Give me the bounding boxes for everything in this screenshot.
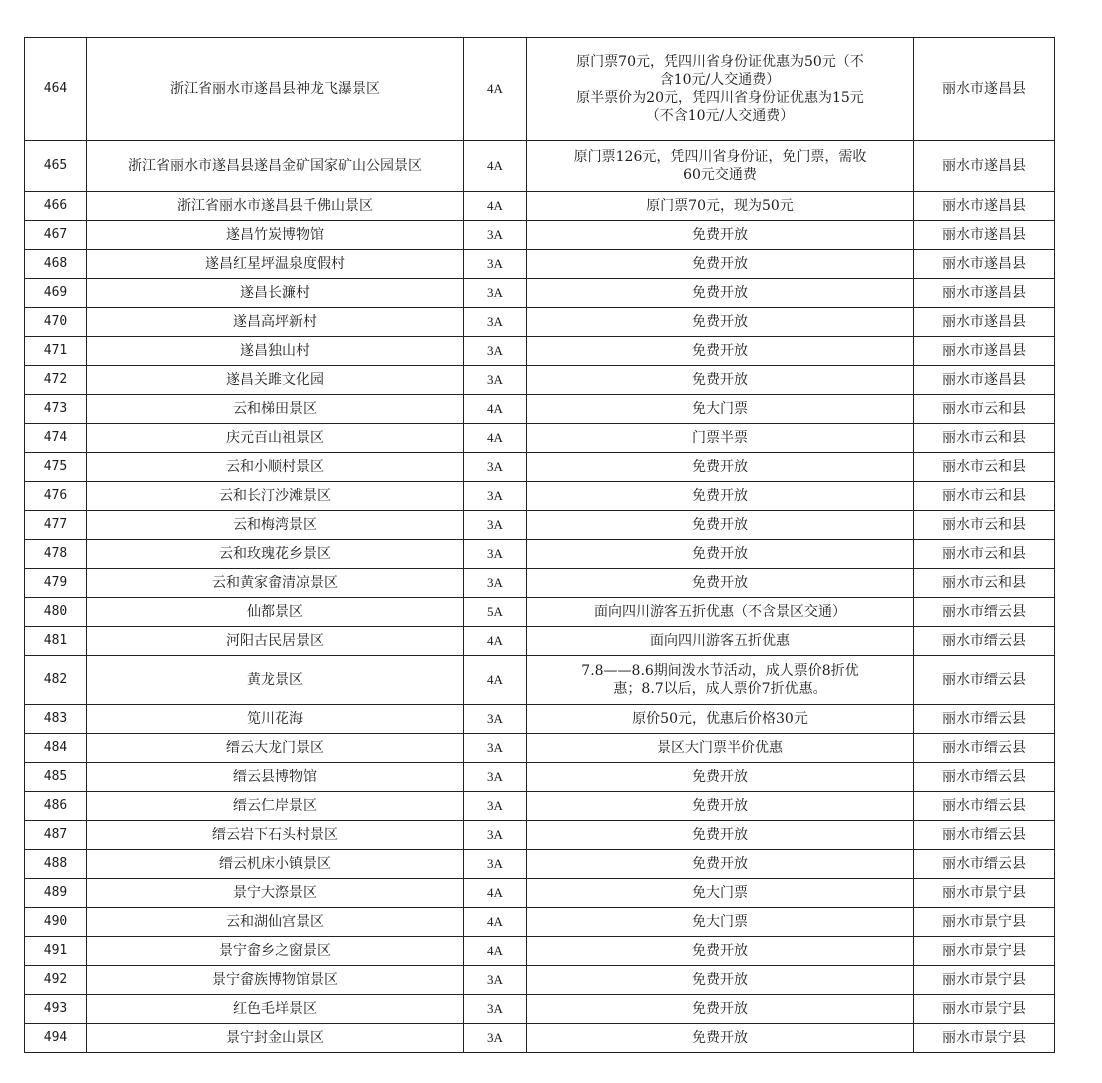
scenic-name-cell: 红色毛垟景区 (87, 995, 464, 1024)
table-row (25, 792, 1055, 821)
grade-cell: 3A (464, 792, 527, 821)
policy-line: 原门票70元，现为50元 (646, 198, 794, 214)
policy-cell (527, 540, 914, 569)
scenic-name-cell: 浙江省丽水市遂昌县神龙飞瀑景区 (87, 38, 464, 141)
table-row (25, 366, 1055, 395)
table-row (25, 705, 1055, 734)
policy-cell (527, 937, 914, 966)
scenic-name-cell: 云和湖仙宫景区 (87, 908, 464, 937)
area-cell: 丽水市缙云县 (914, 705, 1055, 734)
policy-cell (527, 424, 914, 453)
policy-line: 免大门票 (692, 401, 748, 417)
row-number-cell: 494 (25, 1024, 87, 1053)
grade-cell: 4A (464, 395, 527, 424)
policy-line: 免费开放 (692, 575, 748, 591)
policy-line: 门票半票 (692, 430, 748, 446)
row-number-cell: 467 (25, 221, 87, 250)
policy-line: 免费开放 (692, 314, 748, 330)
policy-cell (527, 734, 914, 763)
policy-cell (527, 705, 914, 734)
policy-line: 面向四川游客五折优惠（不含景区交通） (594, 604, 846, 620)
area-cell: 丽水市景宁县 (914, 879, 1055, 908)
table-row (25, 511, 1055, 540)
policy-cell (527, 38, 914, 141)
area-cell: 丽水市遂昌县 (914, 366, 1055, 395)
row-number-cell: 486 (25, 792, 87, 821)
policy-line: 免费开放 (692, 256, 748, 272)
row-number-cell: 483 (25, 705, 87, 734)
grade-cell: 3A (464, 734, 527, 763)
row-number-cell: 479 (25, 569, 87, 598)
grade-cell: 3A (464, 453, 527, 482)
policy-cell (527, 279, 914, 308)
grade-cell: 3A (464, 221, 527, 250)
scenic-name-cell: 浙江省丽水市遂昌县遂昌金矿国家矿山公园景区 (87, 141, 464, 192)
area-cell: 丽水市缙云县 (914, 656, 1055, 705)
table-body (25, 38, 1055, 1053)
scenic-name-cell: 云和梅湾景区 (87, 511, 464, 540)
area-cell: 丽水市遂昌县 (914, 308, 1055, 337)
row-number-cell: 464 (25, 38, 87, 141)
policy-cell (527, 482, 914, 511)
row-number-cell: 487 (25, 821, 87, 850)
scenic-name-cell: 缙云县博物馆 (87, 763, 464, 792)
grade-cell: 4A (464, 38, 527, 141)
scenic-name-cell: 景宁大漈景区 (87, 879, 464, 908)
grade-cell: 4A (464, 141, 527, 192)
policy-line: （不含10元/人交通费） (645, 108, 795, 124)
policy-line: 免费开放 (692, 1001, 748, 1017)
policy-cell (527, 453, 914, 482)
grade-cell: 4A (464, 192, 527, 221)
row-number-cell: 469 (25, 279, 87, 308)
policy-line: 免费开放 (692, 488, 748, 504)
scenic-name-cell: 景宁畲乡之窗景区 (87, 937, 464, 966)
policy-cell (527, 879, 914, 908)
policy-cell (527, 141, 914, 192)
row-number-cell: 491 (25, 937, 87, 966)
area-cell: 丽水市景宁县 (914, 937, 1055, 966)
scenic-name-cell: 云和梯田景区 (87, 395, 464, 424)
table-row (25, 937, 1055, 966)
policy-line: 免费开放 (692, 798, 748, 814)
table-row (25, 821, 1055, 850)
scenic-name-cell: 仙都景区 (87, 598, 464, 627)
row-number-cell: 488 (25, 850, 87, 879)
row-number-cell: 482 (25, 656, 87, 705)
policy-cell (527, 627, 914, 656)
table-row (25, 337, 1055, 366)
table-row (25, 763, 1055, 792)
grade-cell: 3A (464, 705, 527, 734)
grade-cell: 3A (464, 821, 527, 850)
policy-line: 原价50元，优惠后价格30元 (632, 711, 808, 727)
table-row (25, 279, 1055, 308)
row-number-cell: 481 (25, 627, 87, 656)
grade-cell: 3A (464, 1024, 527, 1053)
grade-cell: 3A (464, 308, 527, 337)
scenic-name-cell: 黄龙景区 (87, 656, 464, 705)
policy-line: 免费开放 (692, 827, 748, 843)
area-cell: 丽水市景宁县 (914, 966, 1055, 995)
area-cell: 丽水市云和县 (914, 424, 1055, 453)
policy-cell (527, 250, 914, 279)
table-row (25, 482, 1055, 511)
scenic-name-cell: 云和玫瑰花乡景区 (87, 540, 464, 569)
policy-cell (527, 366, 914, 395)
row-number-cell: 493 (25, 995, 87, 1024)
row-number-cell: 468 (25, 250, 87, 279)
policy-cell (527, 656, 914, 705)
scenic-name-cell: 云和小顺村景区 (87, 453, 464, 482)
area-cell: 丽水市遂昌县 (914, 279, 1055, 308)
table-row (25, 627, 1055, 656)
area-cell: 丽水市景宁县 (914, 1024, 1055, 1053)
table-row (25, 879, 1055, 908)
row-number-cell: 470 (25, 308, 87, 337)
scenic-name-cell: 遂昌高坪新村 (87, 308, 464, 337)
scenic-name-cell: 景宁封金山景区 (87, 1024, 464, 1053)
grade-cell: 3A (464, 366, 527, 395)
row-number-cell: 476 (25, 482, 87, 511)
policy-line: 免费开放 (692, 943, 748, 959)
row-number-cell: 485 (25, 763, 87, 792)
scenic-name-cell: 缙云仁岸景区 (87, 792, 464, 821)
policy-line: 原门票126元，凭四川省身份证，免门票，需收 (573, 149, 867, 165)
area-cell: 丽水市云和县 (914, 482, 1055, 511)
row-number-cell: 466 (25, 192, 87, 221)
grade-cell: 3A (464, 337, 527, 366)
area-cell: 丽水市缙云县 (914, 850, 1055, 879)
grade-cell: 5A (464, 598, 527, 627)
policy-line: 免费开放 (692, 972, 748, 988)
grade-cell: 4A (464, 879, 527, 908)
grade-cell: 3A (464, 966, 527, 995)
policy-line: 免费开放 (692, 343, 748, 359)
scenic-name-cell: 遂昌竹炭博物馆 (87, 221, 464, 250)
grade-cell: 3A (464, 482, 527, 511)
area-cell: 丽水市云和县 (914, 569, 1055, 598)
policy-cell (527, 908, 914, 937)
table-row (25, 221, 1055, 250)
policy-line: 免费开放 (692, 372, 748, 388)
area-cell: 丽水市遂昌县 (914, 250, 1055, 279)
policy-line: 免费开放 (692, 459, 748, 475)
policy-cell (527, 395, 914, 424)
scenic-name-cell: 庆元百山祖景区 (87, 424, 464, 453)
area-cell: 丽水市遂昌县 (914, 38, 1055, 141)
area-cell: 丽水市景宁县 (914, 908, 1055, 937)
policy-line: 免大门票 (692, 885, 748, 901)
policy-line: 面向四川游客五折优惠 (650, 633, 790, 649)
policy-line: 惠；8.7以后，成人票价7折优惠。 (613, 681, 827, 697)
row-number-cell: 474 (25, 424, 87, 453)
policy-cell (527, 511, 914, 540)
policy-cell (527, 792, 914, 821)
table-row (25, 598, 1055, 627)
scenic-name-cell: 遂昌关雎文化园 (87, 366, 464, 395)
area-cell: 丽水市景宁县 (914, 995, 1055, 1024)
scenic-name-cell: 遂昌独山村 (87, 337, 464, 366)
policy-line: 免费开放 (692, 227, 748, 243)
row-number-cell: 475 (25, 453, 87, 482)
grade-cell: 4A (464, 656, 527, 705)
table-row (25, 734, 1055, 763)
scenic-discount-table (24, 37, 1055, 1053)
policy-cell (527, 966, 914, 995)
area-cell: 丽水市遂昌县 (914, 337, 1055, 366)
policy-line: 原半票价为20元，凭四川省身份证优惠为15元 (576, 90, 864, 106)
area-cell: 丽水市缙云县 (914, 598, 1055, 627)
scenic-name-cell: 缙云岩下石头村景区 (87, 821, 464, 850)
row-number-cell: 473 (25, 395, 87, 424)
row-number-cell: 477 (25, 511, 87, 540)
area-cell: 丽水市缙云县 (914, 763, 1055, 792)
grade-cell: 3A (464, 540, 527, 569)
row-number-cell: 480 (25, 598, 87, 627)
table-row (25, 569, 1055, 598)
policy-line: 景区大门票半价优惠 (657, 740, 783, 756)
area-cell: 丽水市云和县 (914, 453, 1055, 482)
row-number-cell: 492 (25, 966, 87, 995)
scenic-name-cell: 缙云机床小镇景区 (87, 850, 464, 879)
grade-cell: 3A (464, 569, 527, 598)
grade-cell: 3A (464, 250, 527, 279)
row-number-cell: 465 (25, 141, 87, 192)
row-number-cell: 471 (25, 337, 87, 366)
scenic-name-cell: 云和黄家畲清凉景区 (87, 569, 464, 598)
row-number-cell: 489 (25, 879, 87, 908)
scenic-name-cell: 遂昌长濂村 (87, 279, 464, 308)
table-row (25, 656, 1055, 705)
table-row (25, 250, 1055, 279)
scenic-name-cell: 缙云大龙门景区 (87, 734, 464, 763)
row-number-cell: 490 (25, 908, 87, 937)
policy-cell (527, 192, 914, 221)
scenic-name-cell: 遂昌红星坪温泉度假村 (87, 250, 464, 279)
table-row (25, 192, 1055, 221)
area-cell: 丽水市缙云县 (914, 792, 1055, 821)
area-cell: 丽水市遂昌县 (914, 141, 1055, 192)
grade-cell: 3A (464, 763, 527, 792)
scenic-name-cell: 浙江省丽水市遂昌县千佛山景区 (87, 192, 464, 221)
scenic-name-cell: 云和长汀沙滩景区 (87, 482, 464, 511)
policy-line: 免大门票 (692, 914, 748, 930)
policy-line: 免费开放 (692, 856, 748, 872)
scenic-name-cell: 景宁畲族博物馆景区 (87, 966, 464, 995)
scenic-name-cell: 河阳古民居景区 (87, 627, 464, 656)
policy-line: 免费开放 (692, 517, 748, 533)
table-row (25, 1024, 1055, 1053)
table-row (25, 453, 1055, 482)
policy-line: 免费开放 (692, 1030, 748, 1046)
policy-cell (527, 598, 914, 627)
policy-line: 原门票70元，凭四川省身份证优惠为50元（不 (576, 54, 864, 70)
table-row (25, 38, 1055, 141)
row-number-cell: 484 (25, 734, 87, 763)
area-cell: 丽水市云和县 (914, 511, 1055, 540)
area-cell: 丽水市遂昌县 (914, 221, 1055, 250)
grade-cell: 3A (464, 279, 527, 308)
policy-line: 含10元/人交通费） (659, 72, 781, 88)
policy-cell (527, 763, 914, 792)
policy-cell (527, 569, 914, 598)
table-row (25, 424, 1055, 453)
row-number-cell: 472 (25, 366, 87, 395)
policy-line: 免费开放 (692, 546, 748, 562)
grade-cell: 3A (464, 511, 527, 540)
row-number-cell: 478 (25, 540, 87, 569)
grade-cell: 4A (464, 908, 527, 937)
policy-cell (527, 850, 914, 879)
policy-line: 免费开放 (692, 285, 748, 301)
policy-cell (527, 821, 914, 850)
policy-line: 7.8——8.6期间泼水节活动，成人票价8折优 (581, 663, 859, 679)
grade-cell: 3A (464, 850, 527, 879)
table-row (25, 995, 1055, 1024)
grade-cell: 4A (464, 937, 527, 966)
table-row (25, 850, 1055, 879)
area-cell: 丽水市缙云县 (914, 627, 1055, 656)
area-cell: 丽水市缙云县 (914, 734, 1055, 763)
policy-line: 免费开放 (692, 769, 748, 785)
table-row (25, 540, 1055, 569)
policy-cell (527, 337, 914, 366)
policy-cell (527, 1024, 914, 1053)
policy-cell (527, 308, 914, 337)
scenic-name-cell: 笕川花海 (87, 705, 464, 734)
table-row (25, 966, 1055, 995)
table-row (25, 141, 1055, 192)
area-cell: 丽水市缙云县 (914, 821, 1055, 850)
table-row (25, 395, 1055, 424)
table-row (25, 308, 1055, 337)
grade-cell: 4A (464, 424, 527, 453)
table-row (25, 908, 1055, 937)
policy-cell (527, 221, 914, 250)
area-cell: 丽水市云和县 (914, 395, 1055, 424)
grade-cell: 3A (464, 995, 527, 1024)
area-cell: 丽水市遂昌县 (914, 192, 1055, 221)
grade-cell: 4A (464, 627, 527, 656)
policy-cell (527, 995, 914, 1024)
area-cell: 丽水市云和县 (914, 540, 1055, 569)
policy-line: 60元交通费 (683, 167, 757, 183)
